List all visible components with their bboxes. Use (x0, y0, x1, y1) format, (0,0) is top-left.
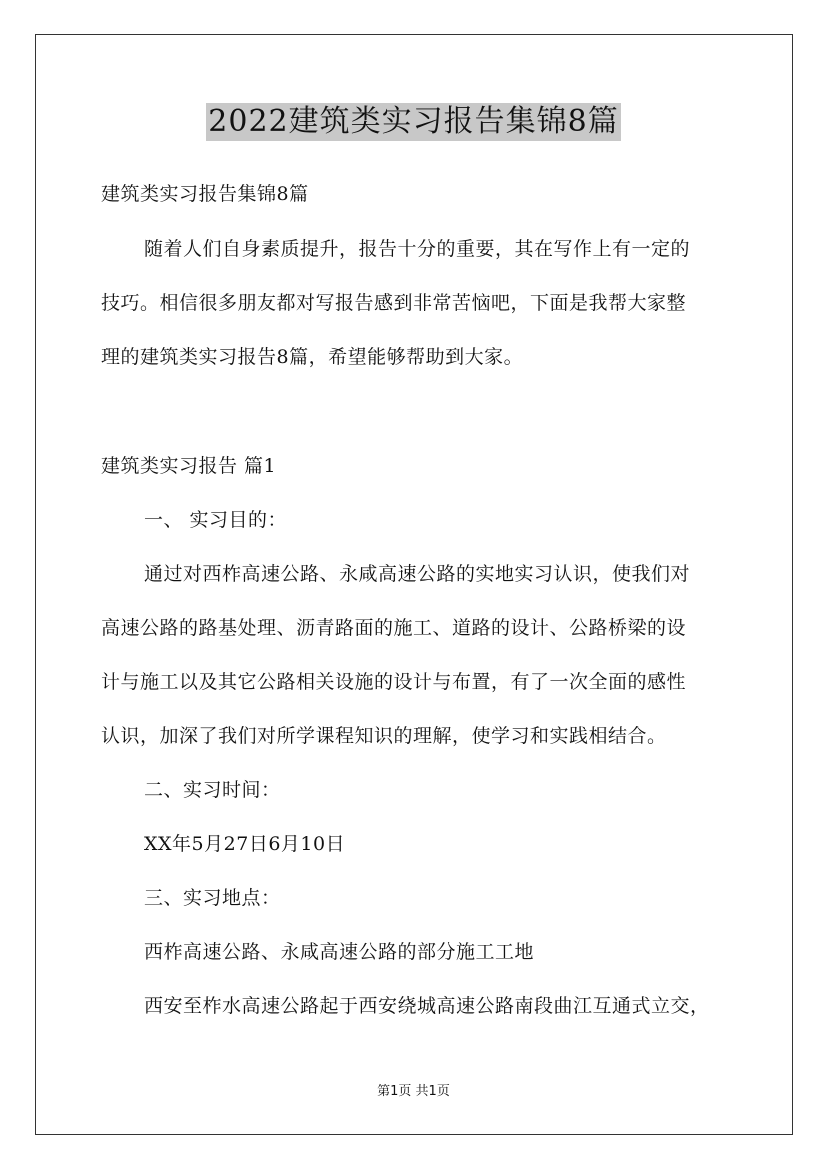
route-description-line: 西安至柞水高速公路起于西安绕城高速公路南段曲江互通式立交， (144, 995, 710, 1017)
location-heading: 三、实习地点： (144, 887, 281, 909)
section-heading: 建筑类实习报告 篇1 (101, 455, 277, 477)
page-footer (0, 1084, 827, 1100)
location-text: 西柞高速公路、永咸高速公路的部分施工工地 (144, 941, 535, 963)
purpose-heading: 一、 实习目的： (144, 509, 288, 531)
purpose-line-2: 高速公路的路基处理、沥青路面的施工、道路的设计、公路桥梁的设 (101, 617, 687, 639)
purpose-line-3: 计与施工以及其它公路相关设施的设计与布置，有了一次全面的感性 (101, 671, 687, 693)
intro-line-2: 技巧。相信很多朋友都对写报告感到非常苦恼吧，下面是我帮大家整 (101, 292, 687, 314)
document-title-text: 2022建筑类实习报告集锦8篇 (208, 104, 619, 139)
purpose-line-4: 认识，加深了我们对所学课程知识的理解，使学习和实践相结合。 (101, 725, 667, 747)
purpose-line-1: 通过对西柞高速公路、永咸高速公路的实地实习认识，使我们对 (144, 563, 691, 585)
intro-line-3: 理的建筑类实习报告8篇，希望能够帮助到大家。 (101, 346, 524, 368)
time-heading: 二、实习时间： (144, 779, 281, 801)
document-title (0, 103, 827, 141)
time-text: XX年5月27日6月10日 (144, 833, 346, 855)
intro-line-1: 随着人们自身素质提升，报告十分的重要，其在写作上有一定的 (144, 238, 691, 260)
document-subtitle: 建筑类实习报告集锦8篇 (101, 183, 309, 205)
page-number-label: 第1页 共1页 (377, 1084, 450, 1099)
